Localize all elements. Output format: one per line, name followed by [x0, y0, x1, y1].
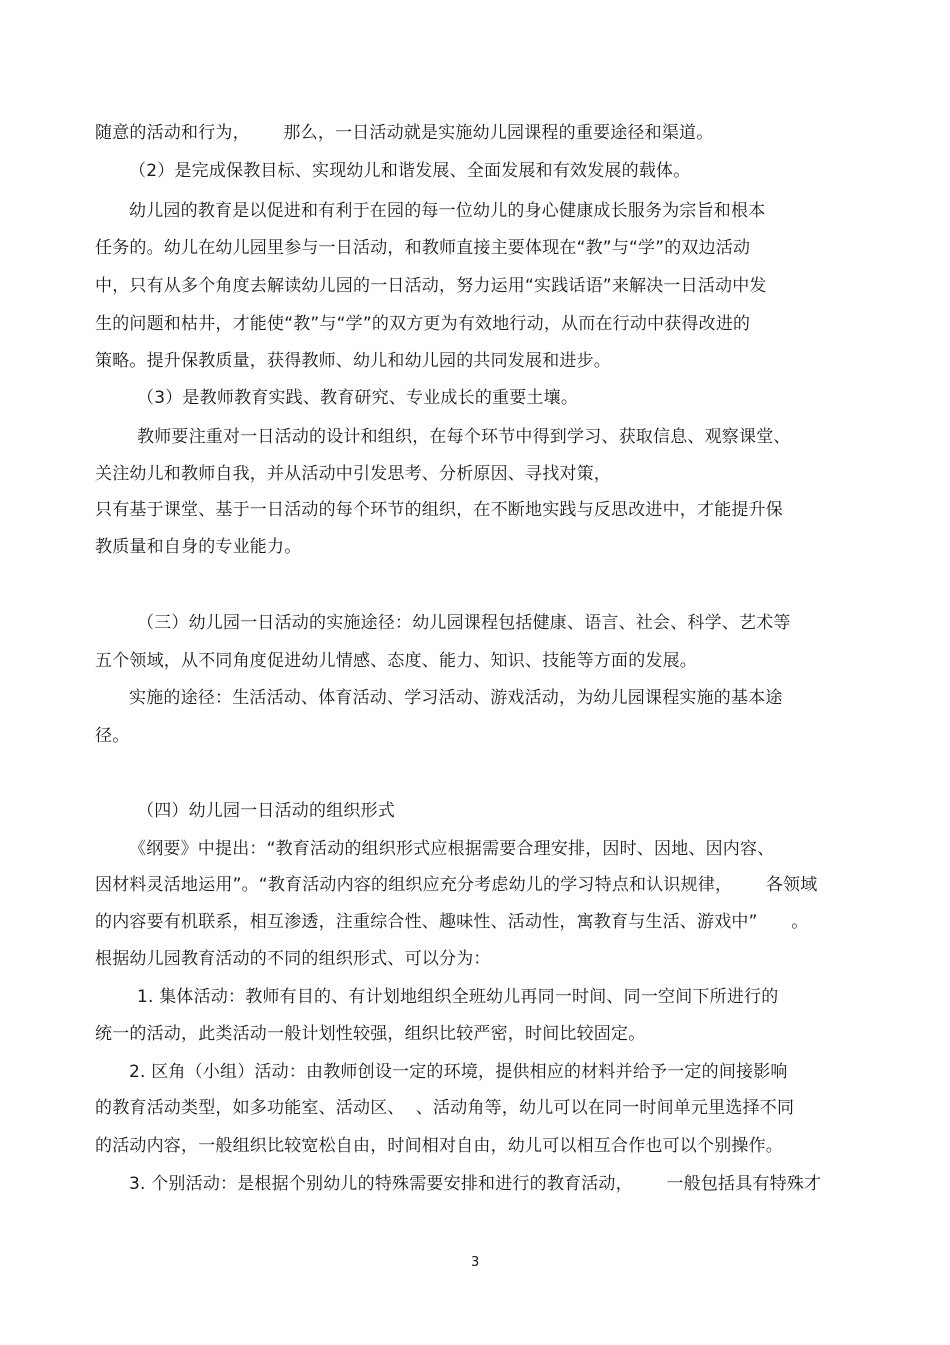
page-number: 3 — [471, 1255, 480, 1270]
text-line-22: 1. 集体活动：教师有目的、有计划地组织全班幼儿再同一时间、同一空间下所进行的 — [137, 987, 779, 1007]
text-line-17: （四）幼儿园一日活动的组织形式 — [137, 801, 395, 821]
text-line-11: 只有基于课堂、基于一日活动的每个环节的组织，在不断地实践与反思改进中，才能提升保 — [95, 500, 783, 520]
text-line-15: 实施的途径：生活活动、体育活动、学习活动、游戏活动，为幼儿园课程实施的基本途 — [129, 688, 783, 708]
text-line-26: 的活动内容，一般组织比较宽松自由，时间相对自由，幼儿可以相互合作也可以个别操作。 — [95, 1136, 783, 1156]
text-line-21: 根据幼儿园教育活动的不同的组织形式、可以分为： — [95, 949, 491, 969]
text-line-14: 五个领域，从不同角度促进幼儿情感、态度、能力、知识、技能等方面的发展。 — [95, 651, 697, 671]
text-line-8: （3）是教师教育实践、教育研究、专业成长的重要土壤。 — [137, 388, 579, 408]
text-line-16: 径。 — [95, 726, 130, 746]
text-line-9: 教师要注重对一日活动的设计和组织，在每个环节中得到学习、获取信息、观察课堂、 — [137, 427, 791, 447]
text-line-10: 关注幼儿和教师自我，并从活动中引发思考、分析原因、寻找对策， — [95, 464, 611, 484]
text-line-23: 统一的活动，此类活动一般计划性较强，组织比较严密，时间比较固定。 — [95, 1024, 646, 1044]
text-line-27: 3. 个别活动：是根据个别幼儿的特殊需要安排和进行的教育活动， 一般包括具有特殊才 — [129, 1174, 822, 1194]
text-line-6: 生的问题和枯井，才能使“教”与“学”的双方更为有效地行动，从而在行动中获得改进的 — [95, 314, 751, 334]
text-line-25: 的教育活动类型，如多功能室、活动区、 、活动角等，幼儿可以在同一时间单元里选择不同 — [95, 1098, 795, 1118]
text-line-2: （2）是完成保教目标、实现幼儿和谐发展、全面发展和有效发展的载体。 — [129, 161, 691, 181]
text-line-4: 任务的。幼儿在幼儿园里参与一日活动，和教师直接主要体现在“教”与“学”的双边活动 — [95, 238, 751, 258]
text-line-13: （三）幼儿园一日活动的实施途径：幼儿园课程包括健康、语言、社会、科学、艺术等 — [137, 613, 791, 633]
text-line-19: 因材料灵活地运用”。“教育活动内容的组织应充分考虑幼儿的学习特点和认识规律， 各领域 — [95, 875, 818, 895]
text-line-5: 中，只有从多个角度去解读幼儿园的一日活动，努力运用“实践话语”来解决一日活动中发 — [95, 276, 767, 296]
text-line-20: 的内容要有机联系，相互渗透，注重综合性、趣味性、活动性，寓教育与生活、游戏中” 。 — [95, 912, 809, 932]
text-line-12: 教质量和自身的专业能力。 — [95, 537, 302, 557]
text-line-7: 策略。提升保教质量，获得教师、幼儿和幼儿园的共同发展和进步。 — [95, 351, 611, 371]
text-line-24: 2. 区角（小组）活动：由教师创设一定的环境，提供相应的材料并给予一定的间接影响 — [129, 1062, 788, 1082]
text-line-3: 幼儿园的教育是以促进和有利于在园的每一位幼儿的身心健康成长服务为宗旨和根本 — [129, 201, 766, 221]
text-line-1: 随意的活动和行为， 那么，一日活动就是实施幼儿园课程的重要途径和渠道。 — [95, 123, 714, 143]
text-line-18: 《纲要》中提出：“教育活动的组织形式应根据需要合理安排，因时、因地、因内容、 — [129, 839, 775, 859]
